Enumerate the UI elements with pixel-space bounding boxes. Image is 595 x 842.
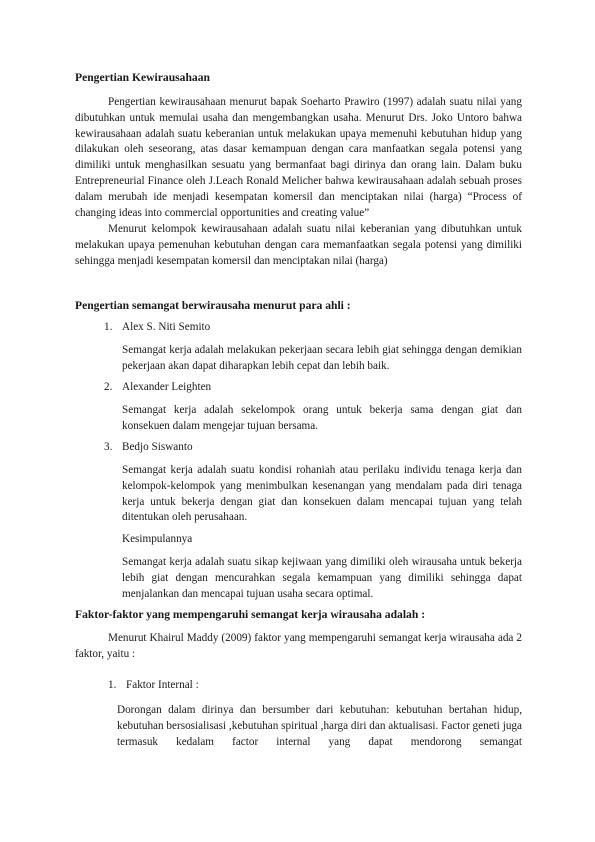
list-item-name: Bedjo Siswanto — [122, 441, 193, 453]
paragraph-definition-text: Pengertian kewirausahaan menurut bapak Soeharto Prawiro (1997) adalah suatu nilai yang dibutuhkan untuk memulai usaha dan mengembangkan usaha. Menurut Drs. Joko Untoro bahwa kewirausahaan adalah suatu keberanian untuk melakukan upaya memenuhi kebutuhan hidup yang dilakukan oleh seseorang, atas dasar kemampuan dengan cara manfaatkan segala potensi yang dimiliki untuk menghasilkan sesuatu yang bermanfaat bagi dirinya dan orang lain. Dalam buku Entrepreneurial Finance oleh J.Leach Ronald Melicher bahwa kewirausahaan adalah sebuah proses dalam merubah ide menjadi kesempatan komersil dan menciptakan nilai (harga) “Process of changing ideas into commercial opportunities and creating value” — [75, 96, 522, 219]
paragraph-factors-intro — [75, 631, 522, 663]
list-item-3-title — [104, 440, 193, 456]
paragraph-factors-intro-text: Menurut Khairul Maddy (2009) faktor yang mempengaruhi semangat kerja wirausaha ada 2 faktor, yaitu : — [75, 632, 522, 660]
list-item-2-title — [104, 380, 211, 396]
list-number: 1. — [104, 321, 113, 333]
list-number: 2. — [104, 381, 113, 393]
paragraph-group-definition-text: Menurut kelompok kewirausahaan adalah suatu nilai keberanian yang dibutuhkan untuk melakukan upaya pemenuhan kebutuhan dengan cara memanfaatkan segala potensi yang dimiliki sehingga menjadi kesempatan komersil dan menciptakan nilai (harga) — [75, 223, 522, 267]
list-item-3-text — [122, 463, 522, 526]
conclusion-label: Kesimpulannya — [122, 533, 193, 545]
conclusion-text-block — [122, 555, 522, 602]
list-item-name: Alex S. Niti Semito — [122, 321, 211, 333]
list-item-1-text — [122, 343, 522, 375]
factor-label: Faktor Internal : — [126, 679, 199, 691]
factor-number: 1. — [108, 679, 117, 691]
paragraph-definition — [75, 95, 522, 221]
paragraph-group-definition — [75, 222, 522, 269]
factor-internal-text: Dorongan dalam dirinya dan bersumber dari kebutuhan: kebutuhan bertahan hidup, kebutuhan bersosialisasi ,kebutuhan spiritual ,harga diri dan aktualisasi. Factor geneti juga termasuk kedalam factor internal yang dapat mendorong semangat — [117, 704, 522, 748]
factor-internal-title — [108, 678, 199, 694]
conclusion-text: Semangat kerja adalah suatu sikap kejiwaan yang dimiliki oleh wirausaha untuk bekerja lebih giat dengan mencurahkan segala kemampuan yang dimiliki sehingga dapat menjalankan dan mencapai tujuan usaha secara optimal. — [122, 556, 522, 600]
list-item-text: Semangat kerja adalah suatu kondisi rohaniah atau perilaku individu tenaga kerja dan kelompok-kelompok yang menimbulkan kesenangan yang mendalam pada diri tenaga kerja untuk bekerja dengan giat dan konsekuen dalam mencapai tujuan yang telah ditentukan oleh perusahaan. — [122, 464, 522, 524]
section-heading-semangat: Pengertian semangat berwirausaha menurut para ahli : — [75, 299, 351, 312]
factor-internal-text-block — [117, 703, 522, 750]
list-number: 3. — [104, 441, 113, 453]
list-item-1-title — [104, 320, 210, 336]
section-heading-faktor: Faktor-faktor yang mempengaruhi semangat kerja wirausaha adalah : — [75, 608, 426, 621]
list-item-2-text — [122, 403, 522, 435]
list-item-text: Semangat kerja adalah sekelompok orang untuk bekerja sama dengan giat dan konsekuen dalam mengejar tujuan bersama. — [122, 404, 522, 432]
list-item-text: Semangat kerja adalah melakukan pekerjaan secara lebih giat sehingga dengan demikian pekerjaan akan dapat diharapkan lebih cepat dan lebih baik. — [122, 344, 522, 372]
section-heading-kewirausahaan: Pengertian Kewirausahaan — [75, 71, 210, 84]
list-item-name: Alexander Leighten — [122, 381, 212, 393]
